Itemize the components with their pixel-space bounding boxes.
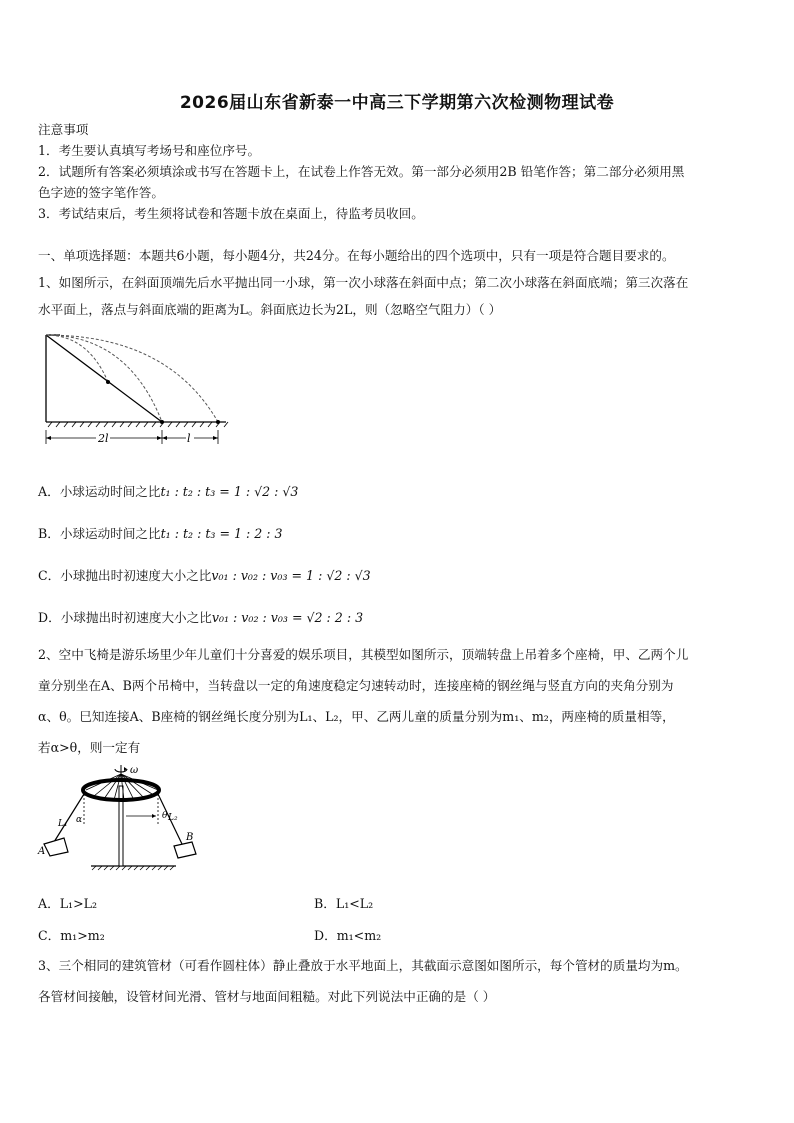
q2-fig-L1: L₁ bbox=[58, 819, 68, 829]
page-title: 2026届山东省新泰一中高三下学期第六次检测物理试卷 bbox=[179, 93, 615, 113]
q1-option-d-expr: v₀₁ : v₀₂ : v₀₃ = √2 : 2 : 3 bbox=[211, 610, 364, 625]
notice-heading: 注意事项 bbox=[38, 122, 89, 137]
notice-item-2-cont: 色字迹的签字笔作答。 bbox=[38, 185, 164, 200]
q2-fig-A: A bbox=[38, 846, 46, 857]
q1-option-c-label: C．小球抛出时初速度大小之比 bbox=[38, 568, 212, 583]
q2-fig-omega: ω bbox=[130, 765, 139, 776]
q1-option-a-label: A．小球运动时间之比 bbox=[38, 484, 161, 499]
q1-option-d bbox=[38, 610, 363, 626]
q1-option-c-expr: v₀₁ : v₀₂ : v₀₃ = 1 : √2 : √3 bbox=[211, 568, 371, 583]
notice-item-1: 1．考生要认真填写考场号和座位序号。 bbox=[38, 143, 261, 158]
q3-stem-line-1: 3、三个相同的建筑管材（可看作圆柱体）静止叠放于水平地面上，其截面示意图如图所示，每个管材的质量均为m。 bbox=[38, 958, 688, 973]
q2-stem-line-4: 若α>θ，则一定有 bbox=[38, 740, 141, 755]
q1-option-b-label: B．小球运动时间之比 bbox=[38, 526, 161, 541]
notice-item-3: 3．考试结束后，考生须将试卷和答题卡放在桌面上，待监考员收回。 bbox=[38, 206, 424, 221]
section-1-heading: 一、单项选择题：本题共6小题，每小题4分，共24分。在每小题给出的四个选项中，只有一项是符合题目要求的。 bbox=[38, 248, 675, 263]
q1-option-c bbox=[38, 568, 371, 584]
q1-option-a bbox=[38, 484, 298, 500]
q2-option-d: D．m₁<m₂ bbox=[314, 928, 382, 943]
q2-stem-line-2: 童分别坐在A、B两个吊椅中，当转盘以一定的角速度稳定匀速转动时，连接座椅的钢丝绳与竖直方向的夹角分别为 bbox=[38, 678, 674, 693]
q1-option-a-expr: t₁ : t₂ : t₃ = 1 : √2 : √3 bbox=[160, 484, 299, 499]
q2-flying-chair-figure bbox=[36, 762, 206, 874]
q2-option-c: C．m₁>m₂ bbox=[38, 928, 105, 943]
q2-fig-B: B bbox=[186, 832, 194, 843]
q1-option-d-label: D．小球抛出时初速度大小之比 bbox=[38, 610, 212, 625]
q2-option-a: A．L₁>L₂ bbox=[38, 896, 98, 911]
q1-option-b bbox=[38, 526, 283, 542]
q1-fig-label-extra: l bbox=[187, 432, 191, 445]
q2-fig-theta: θ bbox=[162, 811, 168, 821]
q2-stem-line-3: α、θ。巳知连接A、B座椅的钢丝绳长度分别为L₁、L₂，甲、乙两儿童的质量分别为m₁、m₂，两座椅的质量相等， bbox=[38, 709, 675, 724]
q2-stem-line-1: 2、空中飞椅是游乐场里少年儿童们十分喜爱的娱乐项目，其模型如图所示，顶端转盘上吊着多个座椅，甲、乙两个儿 bbox=[38, 647, 689, 662]
notice-item-2: 2．试题所有答案必须填涂或书写在答题卡上，在试卷上作答无效。第一部分必须用2B 铅笔作答；第二部分必须用黑 bbox=[38, 164, 685, 179]
q1-fig-label-base: 2l bbox=[98, 432, 109, 445]
q2-fig-L2: L₂ bbox=[168, 813, 178, 823]
q2-fig-alpha: α bbox=[76, 815, 83, 825]
q1-stem-line-2: 水平面上，落点与斜面底端的距离为L。斜面底边长为2L，则（忽略空气阻力）（ ） bbox=[38, 302, 502, 317]
q3-stem-line-2: 各管材间接触，设管材间光滑、管材与地面间粗糙。对此下列说法中正确的是（ ） bbox=[38, 989, 496, 1004]
q2-option-b: B．L₁<L₂ bbox=[314, 896, 374, 911]
q1-incline-figure bbox=[38, 330, 238, 450]
q1-option-b-expr: t₁ : t₂ : t₃ = 1 : 2 : 3 bbox=[160, 526, 283, 541]
q1-stem-line-1: 1、如图所示，在斜面顶端先后水平抛出同一小球，第一次小球落在斜面中点；第二次小球落在斜面底端；第三次落在 bbox=[38, 275, 689, 290]
